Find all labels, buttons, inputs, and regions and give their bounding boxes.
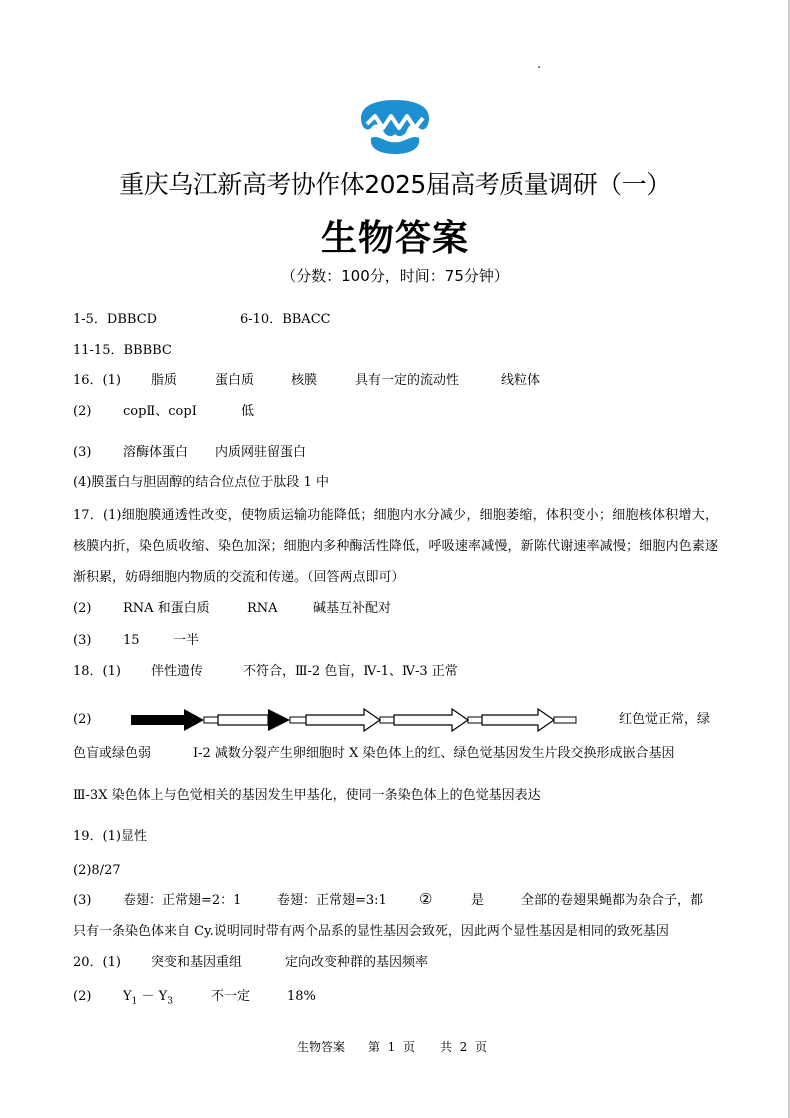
q18-label: 18．(1) — [73, 664, 121, 679]
q20-genotype: $Y_1 - Y_3$ — [123, 989, 173, 1007]
footer-title: 生物答案 — [297, 1040, 346, 1054]
gene-arrow-body — [218, 715, 268, 725]
q20-answer: 突变和基因重组 — [151, 955, 243, 970]
q19-answer: ② — [419, 890, 433, 908]
q19-answer: 只有一条染色体来自 Cy.说明同时带有两个品系的显性基因会致死，因此两个显性基因是相同的致死基因 — [73, 924, 669, 939]
q16-answer: 脂质 — [151, 373, 178, 388]
gene-arrow-solid — [131, 709, 204, 731]
q19-part1: 19．(1)显性 — [73, 829, 147, 844]
gene-linker — [554, 717, 576, 723]
q16-answer: 内质网驻留蛋白 — [215, 445, 307, 460]
q17-part2-label: (2) — [73, 601, 92, 616]
q16-answer: 线粒体 — [501, 373, 541, 388]
gene-linker — [290, 717, 306, 723]
q17-answer: 一半 — [173, 633, 200, 648]
q17-answer: RNA — [247, 601, 278, 616]
q16-answer: 低 — [241, 404, 255, 419]
q17-part1: 17．(1)细胞膜通透性改变，使物质运输功能降低；细胞内水分减少，细胞萎缩，体积变小；细胞核体积增大，核膜内折，染色质收缩、染色加深；细胞内多种酶活性降低，呼吸速率减慢，新陈代谢速率减慢；细胞内色素逐渐积累，妨碍细胞内物质的交流和传递。（回答两点即可） — [73, 508, 718, 585]
q17-answer: RNA 和蛋白质 — [123, 601, 210, 616]
q17-answer: 15 — [123, 633, 140, 648]
q16-label: 16．(1) — [73, 373, 121, 388]
q20-answer: 定向改变种群的基因频率 — [285, 955, 429, 970]
footer-total: 共 2 页 — [440, 1040, 487, 1054]
q20-answer: 不一定 — [211, 989, 251, 1004]
answer-11-15: 11-15．BBBBC — [73, 343, 172, 358]
answer-6-10: 6-10．BBACC — [240, 312, 331, 327]
gene-arrow-diagram — [130, 708, 578, 732]
document-subtitle: 生物答案 — [320, 218, 469, 259]
gene-arrow-outline — [306, 709, 380, 731]
q16-answer: 蛋白质 — [215, 373, 255, 388]
q16-part2-label: (2) — [73, 404, 92, 419]
scan-dot — [538, 66, 540, 68]
q16-part4: (4)膜蛋白与胆固醇的结合位点位于肽段 1 中 — [73, 475, 329, 490]
q20-label: 20．(1) — [73, 955, 121, 970]
answer-1-5: 1-5．DBBCD — [73, 312, 158, 327]
q18-answer: 伴性遗传 — [151, 664, 204, 679]
document-title: 重庆乌江新高考协作体2025届高考质量调研（一） — [119, 170, 671, 199]
q18-part2-label: (2) — [73, 712, 92, 727]
q18-answer: Ⅲ-3X 染色体上与色觉相关的基因发生甲基化，使同一条染色体上的色觉基因表达 — [73, 788, 541, 803]
q18-answer: 色盲或绿色弱 — [73, 746, 152, 761]
logo-icon — [357, 98, 433, 156]
q17-part3-label: (3) — [73, 633, 92, 648]
footer-page: 第 1 页 — [368, 1040, 415, 1054]
q19-answer: 是 — [471, 893, 485, 908]
q19-answer: 卷翅：正常翅=3:1 — [277, 893, 387, 908]
gene-arrow-outline — [394, 709, 468, 731]
q18-answer: 红色觉正常，绿 — [619, 712, 711, 727]
score-time: （分数：100分，时间：75分钟） — [281, 267, 509, 285]
q16-answer: 溶酶体蛋白 — [123, 445, 189, 460]
q17-answer: 碱基互补配对 — [313, 601, 392, 616]
q20-part2-label: (2) — [73, 989, 92, 1004]
q18-answer: 不符合，Ⅲ-2 色盲，Ⅳ-1、Ⅳ-3 正常 — [243, 664, 458, 679]
q20-answer: 18% — [287, 989, 316, 1004]
gene-linker — [204, 717, 218, 723]
q16-answer: 核膜 — [291, 373, 318, 388]
q19-answer: 卷翅：正常翅=2：1 — [123, 893, 242, 908]
q18-answer: Ⅰ-2 减数分裂产生卵细胞时 X 染色体上的红、绿色觉基因发生片段交换形成嵌合基因 — [193, 746, 675, 761]
gene-arrow-outline — [482, 709, 554, 731]
q16-answer: copⅡ、copⅠ — [123, 404, 197, 419]
q19-part2: (2)8/27 — [73, 863, 121, 878]
q19-part3-label: (3) — [73, 893, 92, 908]
gene-linker — [468, 717, 482, 723]
q19-answer: 全部的卷翅果蝇都为杂合子，都 — [521, 893, 704, 908]
gene-linker — [380, 717, 394, 723]
q16-part3-label: (3) — [73, 445, 92, 460]
q16-answer: 具有一定的流动性 — [355, 373, 460, 388]
gene-arrow-head — [268, 709, 290, 731]
